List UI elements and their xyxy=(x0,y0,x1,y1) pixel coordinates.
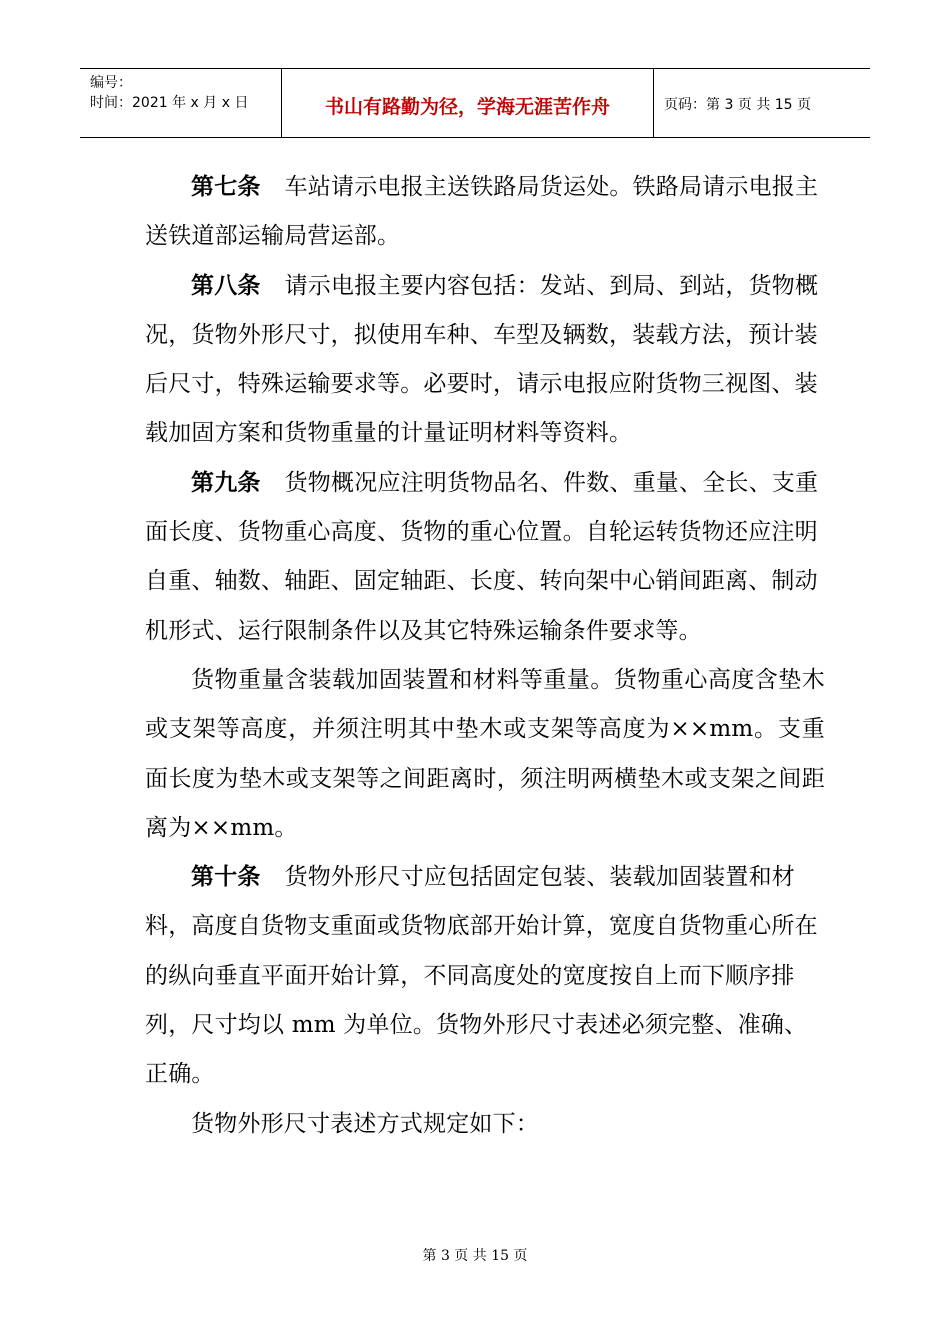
article-10-number: 第十条 xyxy=(191,864,261,891)
article-7-text: 车站请示电报主送铁路局货运处。铁路局请示电报主送铁道部运输局营运部。 xyxy=(145,174,819,250)
page-header xyxy=(80,68,870,138)
article-7-number: 第七条 xyxy=(191,174,261,200)
article-8-number: 第八条 xyxy=(191,272,261,299)
document-body xyxy=(145,163,825,1149)
article-7 xyxy=(145,163,825,262)
article-9 xyxy=(145,459,825,656)
article-8-text: 请示电报主要内容包括：发站、到局、到站，货物概况，货物外形尺寸，拟使用车种、车型及辆数，装载方法，预计装后尺寸，特殊运输要求等。必要时，请示电报应附货物三视图、装载加固方案和货物重量的计量证明材料等资料。 xyxy=(145,272,819,447)
article-10 xyxy=(145,853,825,1099)
paragraph-weight: 货物重量含装载加固装置和材料等重量。货物重心高度含垫木或支架等高度，并须注明其中垫木或支架等高度为××mm。支重面长度为垫木或支架等之间距离时，须注明两横垫木或支架之间距离为××mm。 xyxy=(145,666,825,841)
header-meta-cell xyxy=(80,69,282,137)
page-footer xyxy=(0,1245,950,1265)
article-10-text: 货物外形尺寸应包括固定包装、装载加固装置和材料，高度自货物支重面或货物底部开始计算，宽度自货物重心所在的纵向垂直平面开始计算，不同高度处的宽度按自上而下顺序排列，尺寸均以 mm 为单位。货物外形尺寸表述必须完整、准确、正确。 xyxy=(145,864,818,1088)
header-motto-cell xyxy=(282,69,654,137)
header-page-code: 页码：第 3 页 共 15 页 xyxy=(664,97,811,113)
article-9-number: 第九条 xyxy=(191,469,261,496)
article-9-text: 货物概况应注明货物品名、件数、重量、全长、支重面长度、货物重心高度、货物的重心位置。自轮运转货物还应注明自重、轴数、轴距、固定轴距、长度、转向架中心销间距离、制动机形式、运行限制条件以及其它特殊运输条件要求等。 xyxy=(145,469,819,644)
footer-page-info: 第 3 页 共 15 页 xyxy=(422,1248,528,1264)
header-motto: 书山有路勤为径，学海无涯苦作舟 xyxy=(324,95,610,118)
header-page-cell xyxy=(654,69,870,137)
paragraph-format-intro: 货物外形尺寸表述方式规定如下： xyxy=(191,1110,539,1137)
article-8 xyxy=(145,262,825,459)
document-time-label: 时间：2021 年 x 月 x 日 xyxy=(90,95,249,111)
document-number-label: 编号： xyxy=(90,75,132,91)
